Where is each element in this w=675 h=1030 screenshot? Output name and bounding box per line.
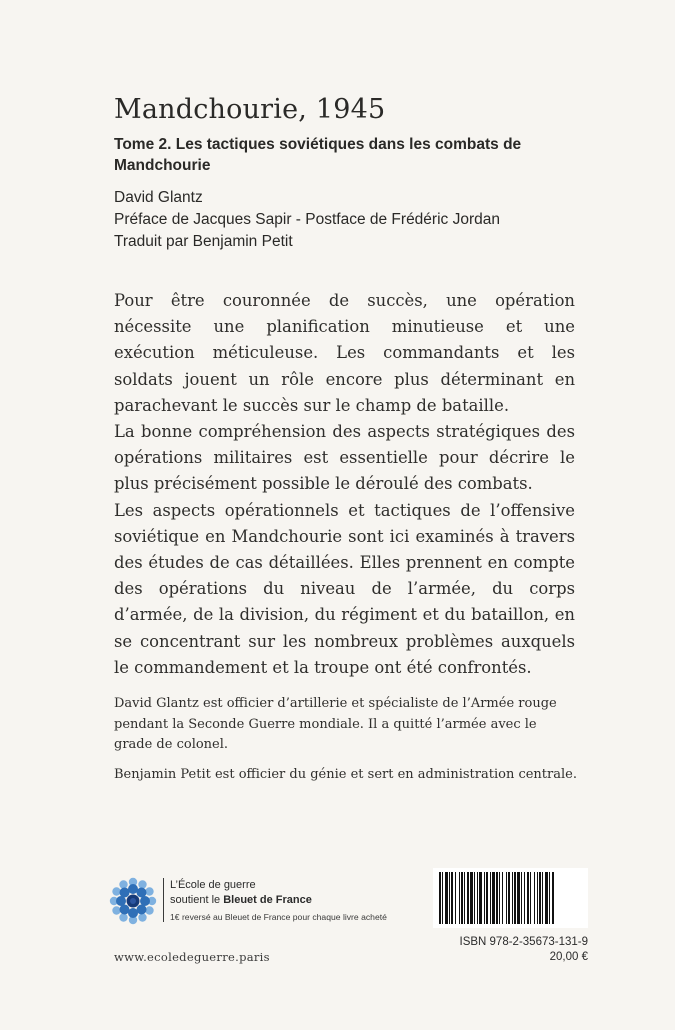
website-url: www.ecoledeguerre.paris	[114, 950, 270, 964]
barcode-bar	[459, 872, 460, 924]
barcode-bar	[537, 872, 538, 924]
barcode-bar	[477, 872, 478, 924]
barcode-bar	[534, 872, 535, 924]
barcode-bar	[479, 872, 482, 924]
translator-credit: Traduit par Benjamin Petit	[114, 233, 293, 250]
partner-donation-note: 1€ reversé au Bleuet de France pour chaque livre acheté	[170, 912, 387, 922]
bleuet-flower-icon	[108, 876, 158, 926]
barcode-bar	[445, 872, 448, 924]
barcode-bar	[552, 872, 554, 924]
barcode-bar	[499, 872, 500, 924]
barcode	[433, 868, 588, 928]
barcode-bar	[545, 872, 548, 924]
barcode-bar	[512, 872, 513, 924]
author-bios	[114, 694, 579, 794]
barcode-bar	[517, 872, 520, 924]
barcode-bar	[492, 872, 495, 924]
partner-line-2-prefix: soutient le	[170, 894, 224, 906]
barcode-bar	[496, 872, 498, 924]
barcode-bar	[524, 872, 525, 924]
partner-line-2	[170, 894, 312, 906]
barcode-bar	[506, 872, 507, 924]
author-credit: David Glantz	[114, 189, 203, 206]
barcode-bar	[474, 872, 475, 924]
preface-credit: Préface de Jacques Sapir - Postface de Frédéric Jordan	[114, 211, 500, 228]
barcode-bar	[461, 872, 463, 924]
price: 20,00 €	[549, 951, 588, 963]
blurb-paragraph: Les aspects opérationnels et tactiques de l’offensive soviétique en Mandchourie sont ici examinés à travers des études de cas détaillées. Elles prennent en compte des opérations du niveau de l’armée, du corps d’armée, de la division, du régiment et du bataillon, en se concentrant sur les nombreux problèmes auxquels le commandement et la troupe ont été confrontés.	[114, 500, 575, 677]
logo-divider	[163, 878, 164, 922]
barcode-bar	[455, 872, 456, 924]
barcode-bar	[449, 872, 450, 924]
blurb-paragraph: Pour être couronnée de succès, une opération nécessite une planification minutieuse et une exécution méticuleuse. Les commandants et les soldats jouent un rôle encore plus déterminant en parachevant le succès sur le champ de bataille.	[114, 291, 575, 415]
barcode-bar	[490, 872, 491, 924]
barcode-bar	[549, 872, 550, 924]
barcode-bar	[527, 872, 529, 924]
barcode-bar	[439, 872, 441, 924]
barcode-bar	[539, 872, 541, 924]
book-title: Mandchourie, 1945	[114, 94, 386, 125]
barcode-bar	[514, 872, 516, 924]
barcode-bar	[486, 872, 488, 924]
barcode-bar	[502, 872, 503, 924]
barcode-bar	[451, 872, 453, 924]
partner-brand: Bleuet de France	[223, 894, 312, 906]
barcode-bar	[464, 872, 465, 924]
barcode-bar	[470, 872, 473, 924]
back-cover-blurb	[114, 288, 575, 681]
barcode-bar	[467, 872, 469, 924]
bio-translator: Benjamin Petit est officier du génie et sert en administration centrale.	[114, 766, 577, 782]
barcode-bar	[442, 872, 443, 924]
barcode-bar	[484, 872, 485, 924]
partner-line-1: L’École de guerre	[170, 879, 256, 891]
barcode-bar	[508, 872, 510, 924]
bio-author: David Glantz est officier d’artillerie et spécialiste de l’Armée rouge pendant la Seconde Guerre mondiale. Il a quitté l’armée avec le grade de colonel.	[114, 696, 557, 752]
book-subtitle: Tome 2. Les tactiques soviétiques dans les combats de Mandchourie	[114, 136, 522, 174]
barcode-bar	[521, 872, 522, 924]
barcode-bar	[530, 872, 531, 924]
isbn-number: ISBN 978-2-35673-131-9	[459, 936, 588, 948]
barcode-bar	[542, 872, 543, 924]
blurb-paragraph: La bonne compréhension des aspects stratégiques des opérations militaires est essentielle pour décrire le plus précisément possible le déroulé des combats.	[114, 422, 575, 494]
